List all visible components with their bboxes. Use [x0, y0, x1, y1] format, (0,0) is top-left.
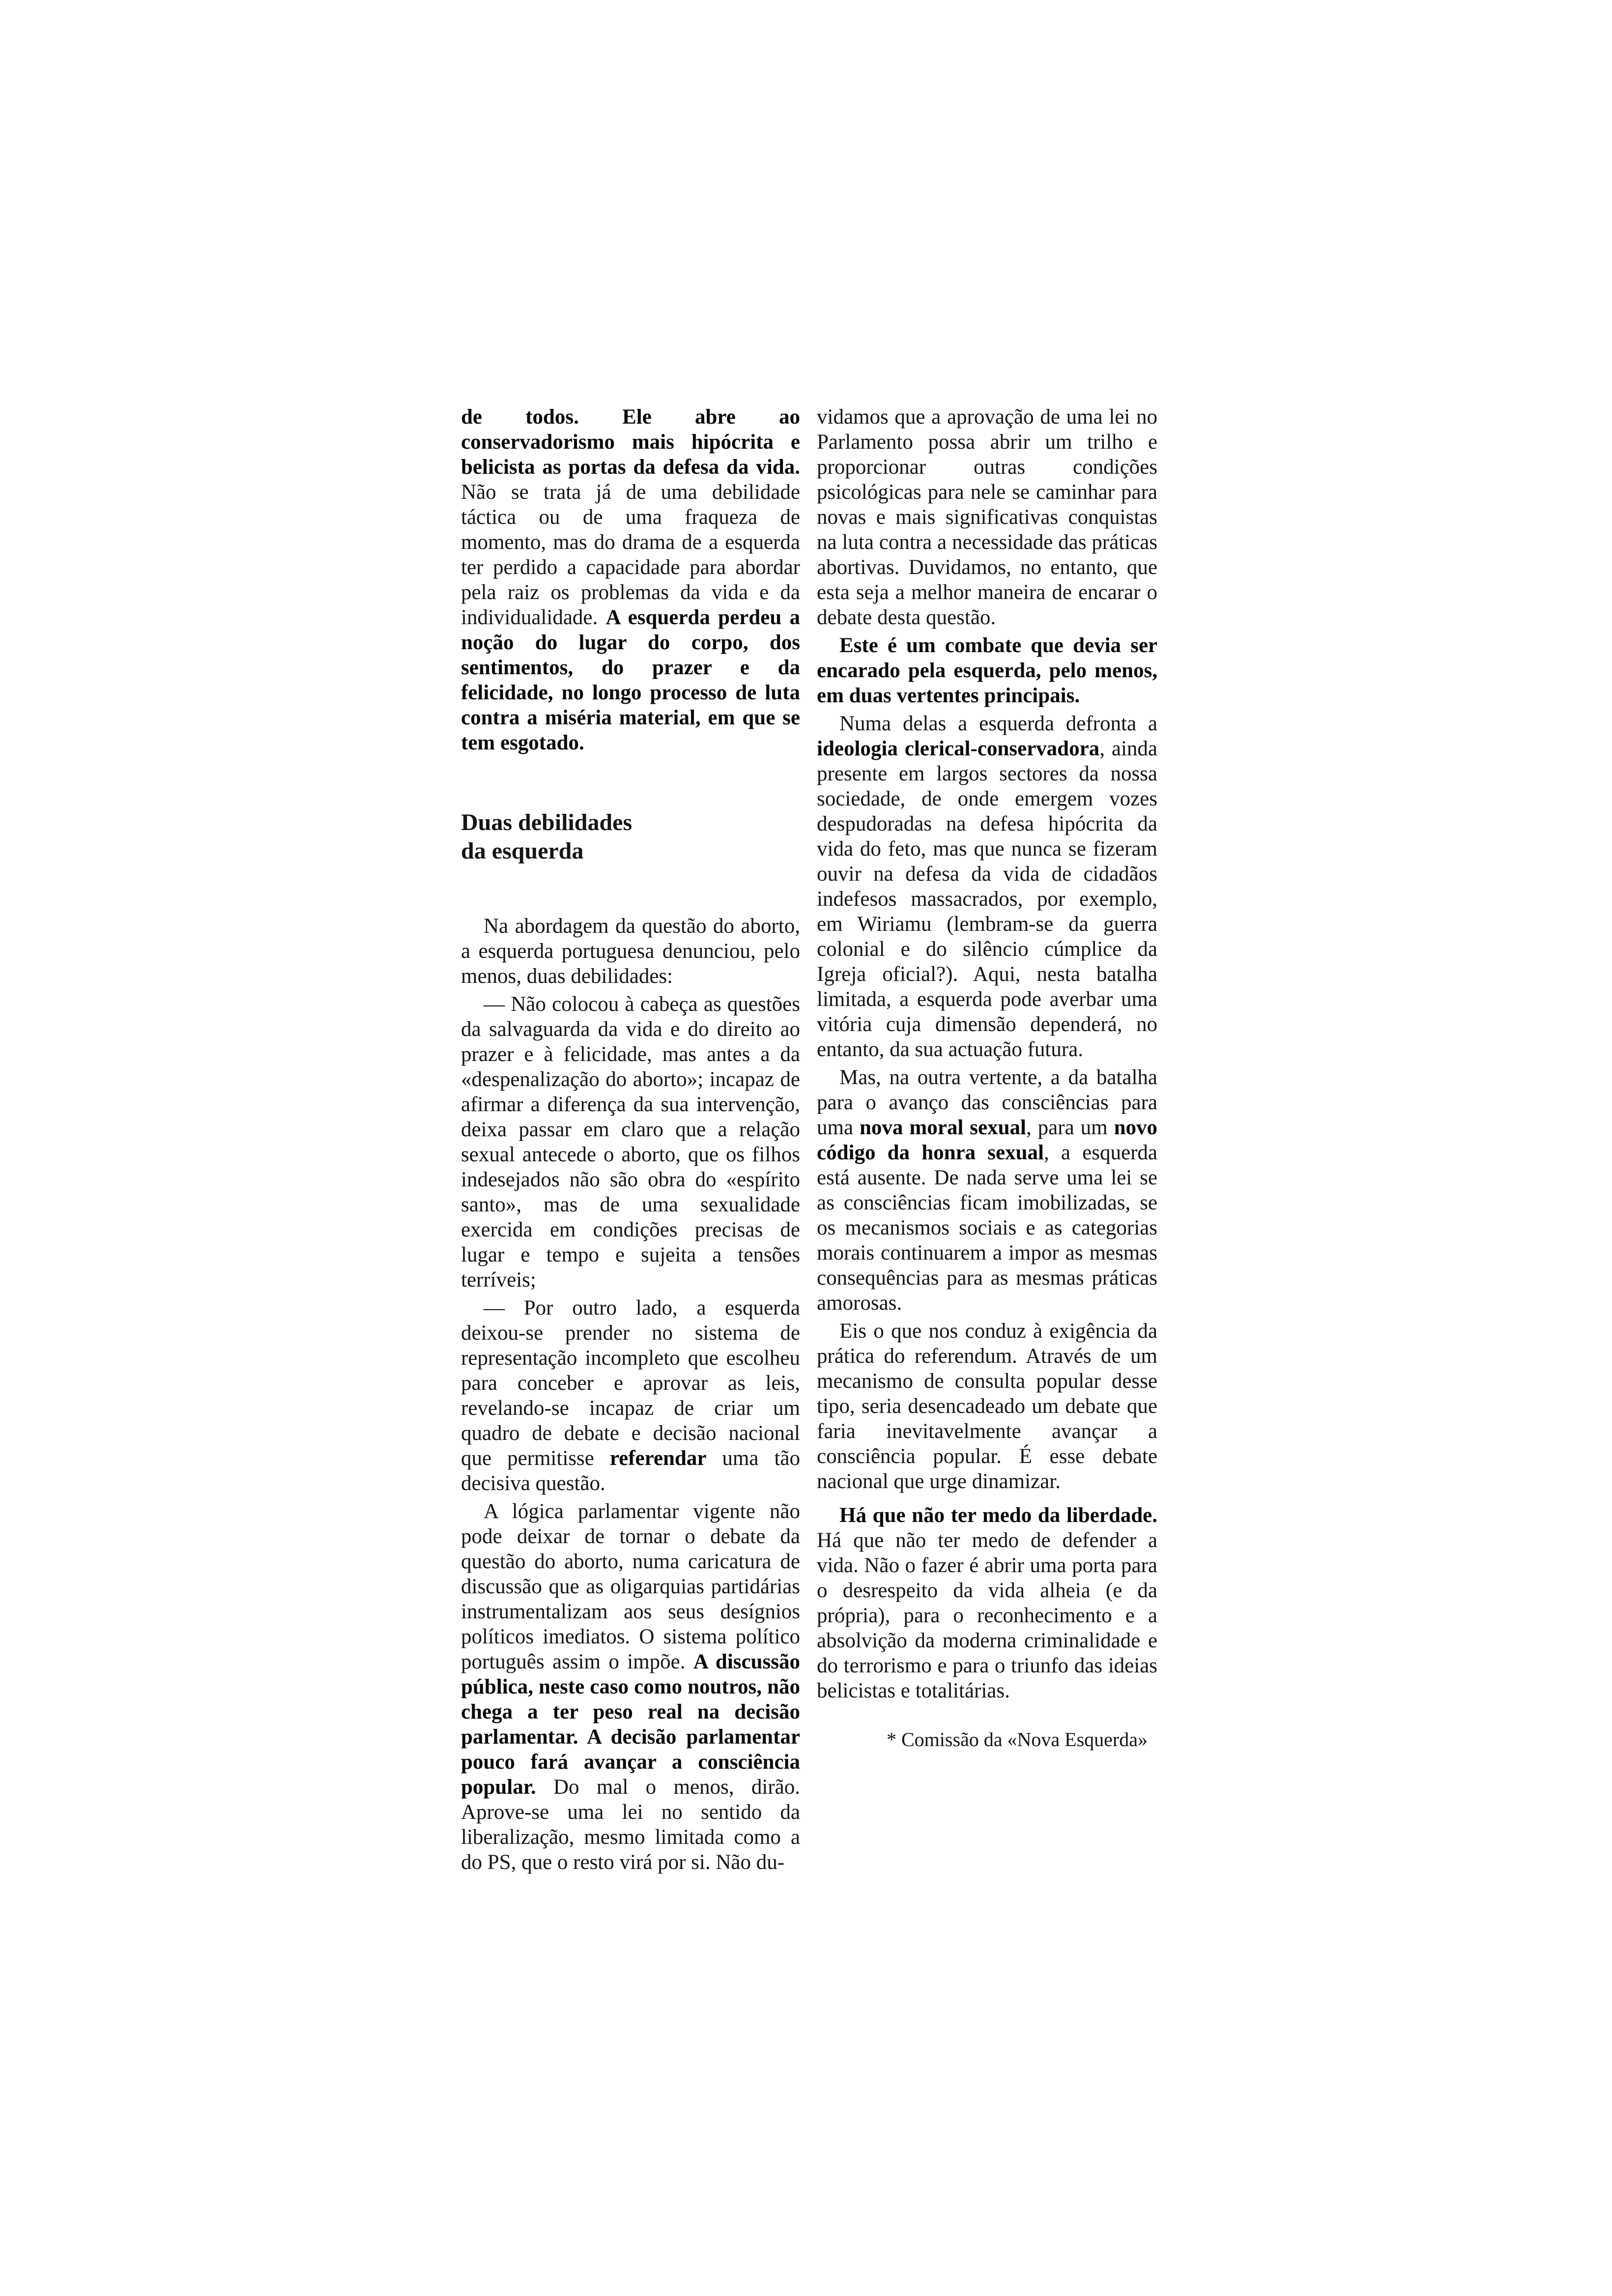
bold-text-run: de todos. Ele abre ao conservadorismo mais hipócrita e belicista as portas da defesa da vida. [461, 405, 800, 479]
paragraph [817, 1319, 1157, 1494]
text-run: Eis o que nos conduz à exigência da prática do referendum. Através de um mecanismo de consulta popular desse tipo, seria desencadeado um debate que faria inevitavelmente avançar a consciência popular. É esse debate nacional que urge dinamizar. [817, 1320, 1157, 1493]
paragraph [817, 1065, 1157, 1316]
paragraph [817, 633, 1157, 708]
bold-text-run: A discussão pública, neste caso como noutros, não chega a ter peso real na decisão parlamentar. A decisão parlamentar pouco fará avançar a consciência popular. [461, 1650, 800, 1799]
bold-text-run: novo código da honra sexual [817, 1116, 1157, 1164]
article-column-left [461, 404, 800, 1878]
text-run: Não se trata já de uma debilidade táctica ou de uma fraqueza de momento, mas do drama de a esquerda ter perdido a capacidade para abordar pela raiz os problemas da vida e da individualidade. [461, 481, 800, 629]
text-run: vidamos que a aprovação de uma lei no Parlamento possa abrir um trilho e proporcionar outras condições psicológicas para nele se caminhar para novas e mais significativas conquistas na luta contra a necessidade das práticas abortivas. Duvidamos, no entanto, que esta seja a melhor maneira de encarar o debate desta questão. [817, 405, 1157, 629]
text-run: — Não colocou à cabeça as questões da salvaguarda da vida e do direito ao prazer e à felicidade, mas antes a da «despenalização do aborto»; incapaz de afirmar a diferença da sua intervenção, deixa passar em claro que a relação sexual antecede o aborto, que os filhos indesejados não são obra do «espírito santo», mas de uma sexualidade exercida em condições precisas de lugar e tempo e sujeita a tensões terríveis; [461, 993, 800, 1292]
paragraph [817, 711, 1157, 1062]
text-run: uma tão decisiva questão. [461, 1447, 800, 1495]
bold-text-run: Este é um combate que devia ser encarado pela esquerda, pelo menos, em duas vertentes principais. [817, 634, 1157, 707]
paragraph [461, 404, 800, 755]
text-run: Há que não ter medo de defender a vida. Não o fazer é abrir uma porta para o desrespeito da vida alheia (e da própria), para o reconhecimento e a absolvição da moderna criminalidade e do terrorismo e para o triunfo das ideias belicistas e totalitárias. [817, 1529, 1157, 1702]
paragraph [817, 404, 1157, 630]
paragraph [461, 1499, 800, 1875]
bold-text-run: nova moral sexual [860, 1116, 1026, 1139]
author-signature: * Comissão da «Nova Esquerda» [886, 1728, 1148, 1751]
text-run: Mas, na outra vertente, a da batalha para o avanço das consciências para uma [817, 1066, 1157, 1139]
bold-text-run: Há que não ter medo da liberdade. [839, 1504, 1157, 1527]
text-run: — Por outro lado, a esquerda deixou-se prender no sistema de representação incompleto que escolheu para conceber e aprovar as leis, revelando-se incapaz de criar um quadro de debate e decisão nacional que permitisse [461, 1296, 800, 1470]
text-run: Numa delas a esquerda defronta a [839, 712, 1157, 735]
article-column-right [817, 404, 1157, 1752]
subheading-line: Duas debilidades [461, 809, 633, 835]
bold-text-run: ideologia clerical-conservadora [817, 737, 1100, 760]
section-subheading [461, 808, 800, 865]
paragraph [461, 914, 800, 989]
text-run: , ainda presente em largos sectores da nossa sociedade, de onde emergem vozes despudoradas na defesa hipócrita da vida do feto, mas que nunca se fizeram ouvir na defesa da vida de cidadãos indefesos massacrados, por exemplo, em Wiriamu (lembram-se da guerra colonial e do silêncio cúmplice da Igreja oficial?). Aqui, nesta batalha limitada, a esquerda pode averbar uma vitória cuja dimensão dependerá, no entanto, da sua actuação futura. [817, 737, 1157, 1061]
paragraph [817, 1503, 1157, 1703]
paragraph [461, 992, 800, 1292]
bold-text-run: A esquerda perdeu a noção do lugar do corpo, dos sentimentos, do prazer e da felicidade, no longo processo de luta contra a miséria material, em que se tem esgotado. [461, 606, 800, 754]
bold-text-run: referendar [609, 1447, 707, 1470]
subheading-line: da esquerda [461, 838, 584, 864]
text-run: , a esquerda está ausente. De nada serve uma lei se as consciências ficam imobilizadas, se os mecanismos sociais e as categorias morais continuarem a impor as mesmas consequências para as mesmas práticas amorosas. [817, 1141, 1157, 1315]
text-run: , para um [1026, 1116, 1114, 1139]
text-run: Do mal o menos, dirão. Aprove-se uma lei no sentido da liberalização, mesmo limitada como a do PS, que o resto virá por si. Não du- [461, 1776, 800, 1874]
paragraph [461, 1295, 800, 1496]
text-run: A lógica parlamentar vigente não pode deixar de tornar o debate da questão do aborto, numa caricatura de discussão que as oligarquias partidárias instrumentalizam aos seus desígnios políticos imediatos. O sistema político português assim o impõe. [461, 1500, 800, 1673]
text-run: Na abordagem da questão do aborto, a esquerda portuguesa denunciou, pelo menos, duas debilidades: [461, 915, 800, 988]
